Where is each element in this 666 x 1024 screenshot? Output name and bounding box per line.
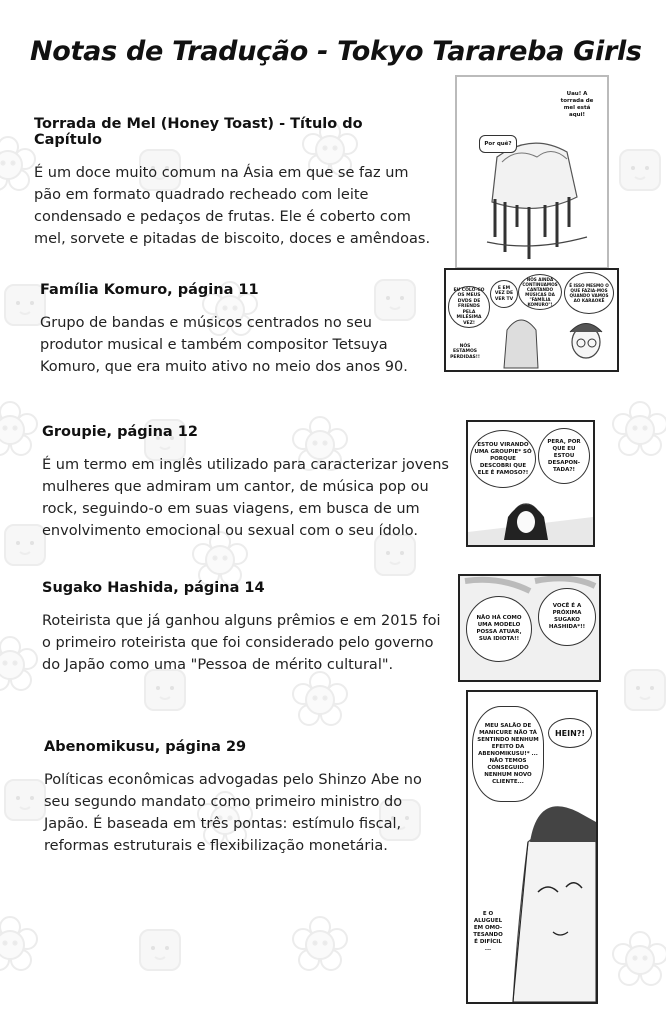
speech-bubble: E EM VEZ DE VER TV — [490, 280, 518, 308]
speech-bubble: EU COLO-CO OS MEUS DVDS DE FRIENDS PELA MILÉSIMA VEZ! — [448, 286, 490, 328]
note-body: Roteirista que já ganhou alguns prêmios e em 2015 foi o primeiro roteirista que foi considerado pelo governo do Japão como uma "Pessoa de mérito cultural". — [42, 613, 441, 673]
note-abenomikusu — [44, 739, 434, 857]
note-hashida — [42, 580, 452, 676]
speech-bubble: NÓS ESTAMOS PERDIDAS!! — [450, 343, 480, 360]
note-heading: Torrada de Mel (Honey Toast) - Título do Capítulo — [34, 116, 363, 148]
page-title: Notas de Tradução - Tokyo Tarareba Girls — [30, 36, 642, 67]
speech-bubble: Por quê? — [479, 135, 517, 153]
note-honey-toast — [34, 116, 434, 250]
note-body: É um doce muito comum na Ásia em que se faz um pão em formato quadrado recheado com leite condensado e pedaços de frutas. Ele é coberto com mel, sorvete e pitadas de biscoito, doces e amêndoas. — [34, 165, 431, 247]
manga-panel-honey-toast — [455, 75, 609, 269]
speech-bubble: VOCÊ É A PRÓXIMA SUGAKO HASHIDA*!! — [538, 588, 596, 646]
speech-bubble: NÓS AINDA CONTINUAMOS CANTANDO MÚSICAS DA "FAMÍLIA KOMURO"! — [518, 274, 562, 310]
speech-bubble: E O ALUGUEL EM OMO-TESANDO É DIFÍCIL ... — [473, 911, 503, 952]
manga-panel-groupie — [466, 420, 595, 547]
note-heading: Família Komuro, página 11 — [40, 282, 259, 298]
note-body: Políticas econômicas advogadas pelo Shinzo Abe no seu segundo mandato como primeiro ministro do Japão. É baseada em três pontas: estímulo fiscal, reformas estruturais e flexibilização monetária. — [44, 772, 422, 854]
note-heading: Sugako Hashida, página 14 — [42, 580, 265, 596]
note-komuro — [40, 282, 430, 378]
speech-bubble: É ISSO MESMO O QUE FAZIA-MOS QUANDO VAMOS AO KARAOKÊ — [564, 272, 614, 314]
speech-bubble: PERA, POR QUE EU ESTOU DESAPON-TADA?! — [538, 428, 590, 484]
speech-bubble: MEU SALÃO DE MANICURE NÃO TÁ SENTINDO NENHUM EFEITO DA ABENOMIKUSU!* ... NÃO TEMOS CONSEGUIDO NENHUM NOVO CLIENTE... — [472, 706, 544, 802]
speech-bubble: ESTOU VIRANDO UMA GROUPIE* SÓ PORQUE DESCOBRI QUE ELE É FAMOSO?! — [470, 430, 536, 488]
speech-bubble: NÃO HÁ COMO UMA MODELO POSSA ATUAR, SUA IDIOTA!! — [466, 596, 532, 662]
manga-panel-hashida — [458, 574, 601, 682]
note-groupie — [42, 424, 452, 542]
speech-bubble: Uau! A torrada de mel está aqui! — [560, 91, 594, 118]
manga-panel-komuro — [444, 268, 619, 372]
note-heading: Abenomikusu, página 29 — [44, 739, 247, 755]
note-body: É um termo em inglês utilizado para caracterizar jovens mulheres que admiram um cantor, de música pop ou rock, seguindo-o em suas viagens, em busca de um envolvimento emocional ou sexual com o seu ídolo. — [42, 457, 449, 539]
note-body: Grupo de bandas e músicos centrados no seu produtor musical e também compositor Tetsuya Komuro, que era muito ativo no meio dos anos 90. — [40, 315, 408, 375]
manga-panel-abenomikusu — [466, 690, 598, 1004]
note-heading: Groupie, página 12 — [42, 424, 198, 440]
speech-bubble: HEIN?! — [548, 718, 592, 748]
